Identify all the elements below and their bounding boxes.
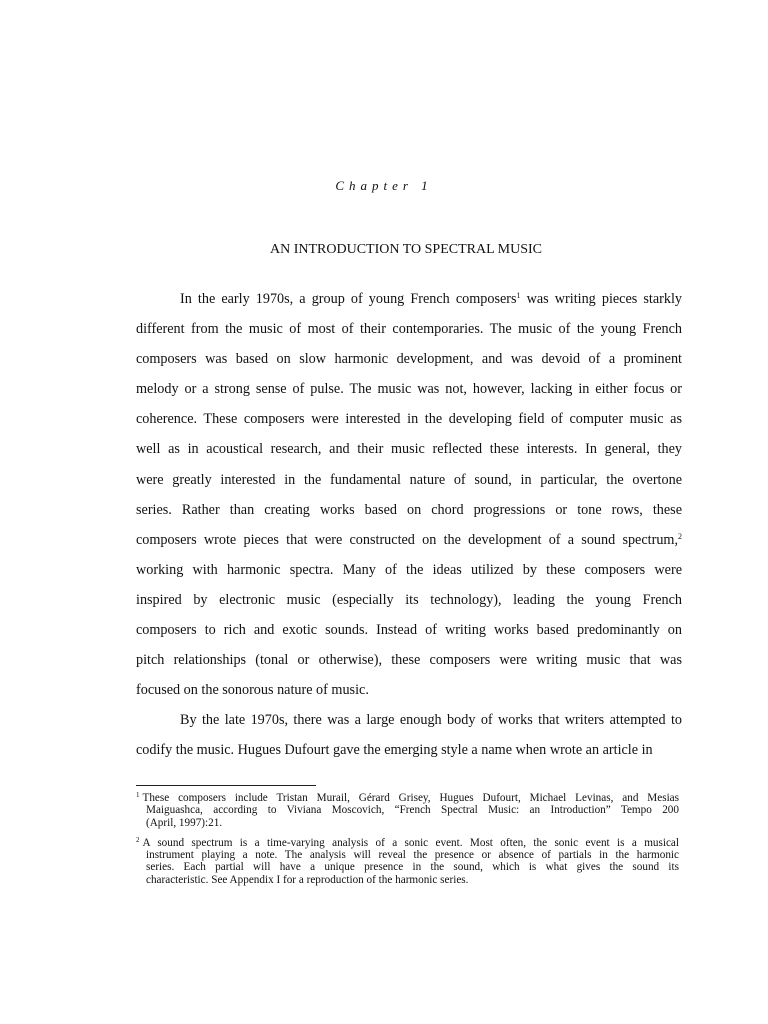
body-line: different from the music of most of their contemporaries. The music of the young French xyxy=(136,321,682,338)
footnotes xyxy=(136,792,679,894)
footnote-line: $^1$ These composers include Tristan Murail, Gérard Grisey, Hugues Dufourt, Michael Levinas, and Mesias xyxy=(136,791,679,804)
footnote-marker: 1 xyxy=(136,791,140,799)
footnote-reference: 2 xyxy=(678,531,682,541)
body-line: inspired by electronic music (especially its technology), leading the young French xyxy=(136,591,682,608)
footnote-line: $^2$ A sound spectrum is a time-varying analysis of a sonic event. Most often, the sonic event is a musical xyxy=(136,835,679,849)
footnote-separator xyxy=(136,785,316,786)
footnote xyxy=(136,792,679,829)
footnote-line: Maiguashca, according to Viviana Moscovich, “French Spectral Music: an Introduction” Tempo 200 xyxy=(146,804,679,817)
body-line: well as in acoustical research, and their music reflected these interests. In general, they xyxy=(136,441,682,458)
body-line: pitch relationships (tonal or otherwise), these composers were writing music that was xyxy=(136,652,682,669)
body-line: By the late 1970s, there was a large enough body of works that writers attempted to xyxy=(180,712,682,729)
paragraph xyxy=(136,289,682,710)
body-line: composers was based on slow harmonic development, and was devoid of a prominent xyxy=(136,351,682,368)
footnote-line: characteristic. See Appendix I for a reproduction of the harmonic series. xyxy=(146,873,469,886)
footnote-line: instrument playing a note. The analysis will reveal the presence or absence of partials in the harmonic xyxy=(146,849,679,862)
footnote-line: (April, 1997):21. xyxy=(146,816,223,829)
body-line: In the early 1970s, a group of young French composers$^1$ was writing pieces starkly xyxy=(180,291,683,307)
body-line: series. Rather than creating works based on chord progressions or tone rows, these xyxy=(136,501,682,518)
body-line: melody or a strong sense of pulse. The music was not, however, lacking in either focus or xyxy=(136,381,682,398)
body-line: composers to rich and exotic sounds. Instead of writing works based predominantly on xyxy=(136,622,682,639)
body-line: composers wrote pieces that were constructed on the development of a sound spectrum,$^2$ xyxy=(136,531,682,548)
footnote-reference: 1 xyxy=(516,291,521,300)
footnote-line: series. Each partial will have a unique presence in the sound, which is what gives the sound its xyxy=(146,861,679,874)
body-line: coherence. These composers were interested in the developing field of computer music as xyxy=(136,411,682,428)
body-line: were greatly interested in the fundamental nature of sound, in particular, the overtone xyxy=(136,471,682,488)
body-text xyxy=(136,289,682,771)
footnote xyxy=(136,837,679,886)
body-line: codify the music. Hugues Dufourt gave the emerging style a name when wrote an article in xyxy=(136,742,653,759)
paragraph xyxy=(136,710,682,770)
footnote-marker: 2 xyxy=(136,835,140,844)
chapter-label: Chapter 1 xyxy=(335,178,433,193)
chapter-title: AN INTRODUCTION TO SPECTRAL MUSIC xyxy=(270,242,542,257)
body-line: focused on the sonorous nature of music. xyxy=(136,682,369,699)
body-line: working with harmonic spectra. Many of the ideas utilized by these composers were xyxy=(136,561,682,578)
